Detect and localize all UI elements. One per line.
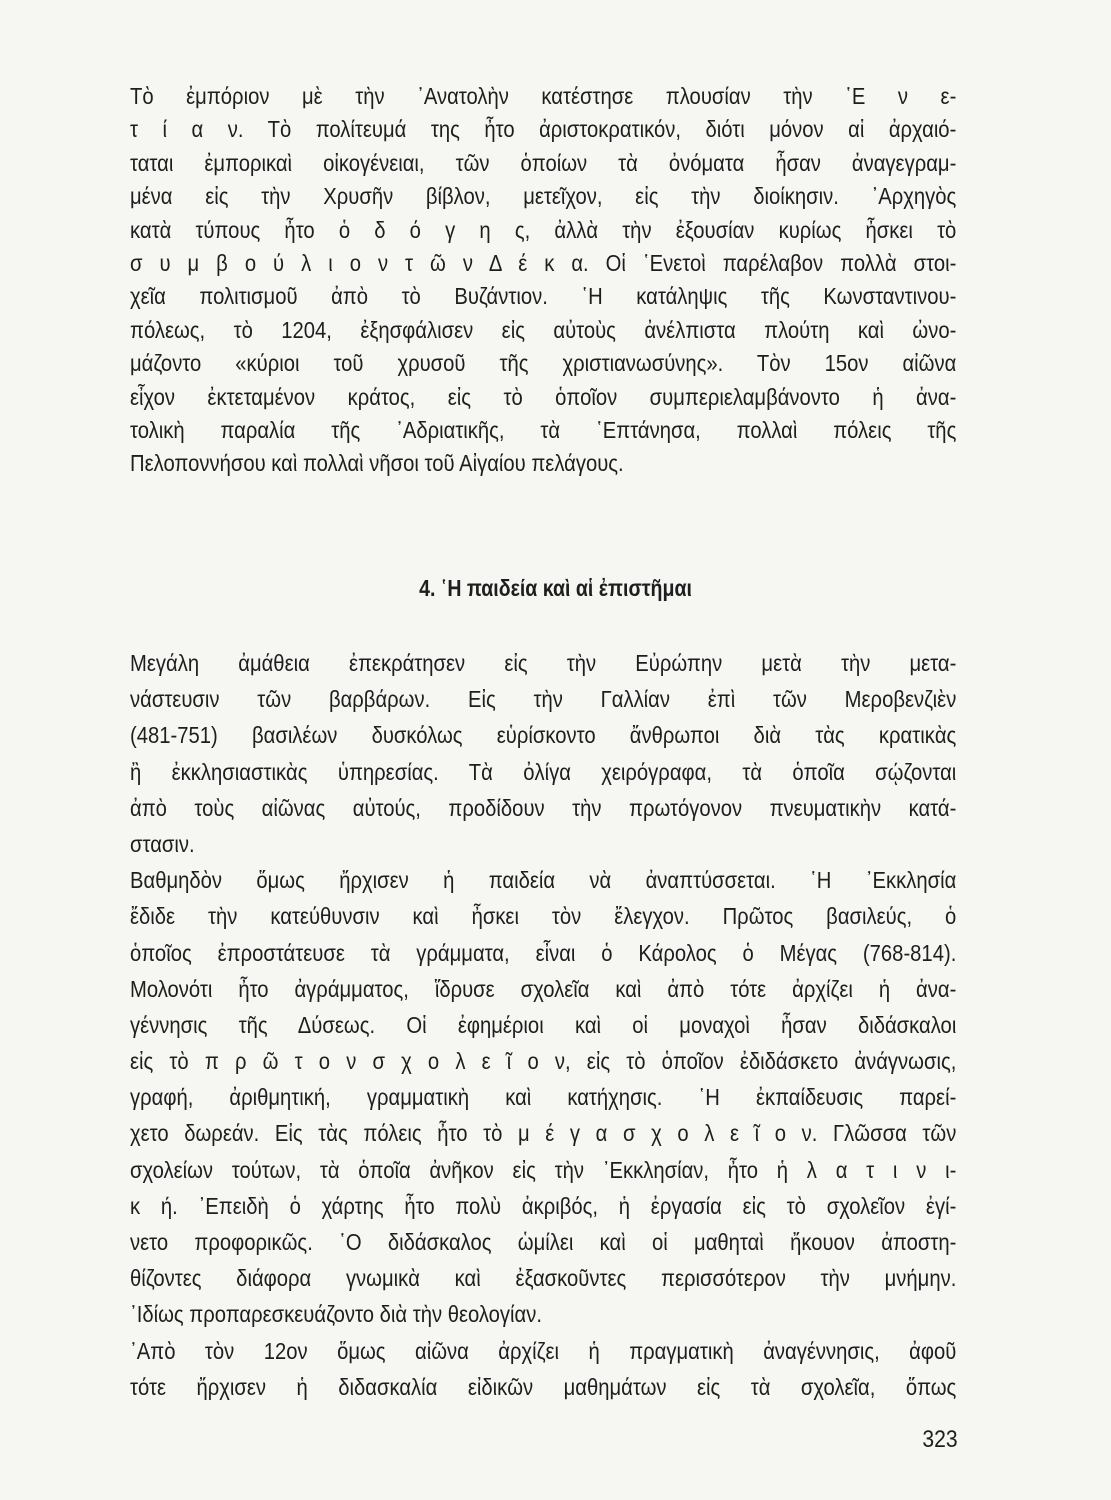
text-line — [130, 1260, 956, 1296]
text-line-content: τότε ἤρχισεν ἡ διδασκαλία εἰδικῶν μαθημάτων εἰς τὰ σχολεῖα, ὅπως — [130, 1373, 957, 1400]
paragraph — [130, 862, 956, 1332]
text-line — [130, 935, 956, 971]
text-line-content: νετο προφορικῶς. ῾Ο διδάσκαλος ὡμίλει καὶ οἱ μαθηταὶ ἤκουον ἀποστη- — [130, 1229, 957, 1255]
page-number-text: 323 — [922, 1426, 958, 1453]
text-line-content: μάζοντο «κύριοι τοῦ χρυσοῦ τῆς χριστιανωσύνης». Τὸν 15ον αἰῶνα — [130, 350, 957, 377]
text-line — [130, 1152, 956, 1188]
text-line — [130, 1188, 956, 1224]
text-line-content: Πελοποννήσου καὶ πολλαὶ νῆσοι τοῦ Αἰγαίου πελάγους. — [130, 450, 624, 477]
text-line — [130, 314, 956, 347]
text-line — [130, 790, 956, 826]
text-line — [130, 971, 956, 1007]
text-line-content: χετο δωρεάν. Εἰς τὰς πόλεις ἦτο τὸ μ έ γ α σ χ ο λ ε ῖ ο ν. Γλῶσσα τῶν — [130, 1120, 957, 1147]
text-line — [130, 1007, 956, 1043]
text-line-content: Μεγάλη ἀμάθεια ἐπεκράτησεν εἰς τὴν Εὐρώπην μετὰ τὴν μετα- — [130, 650, 957, 676]
text-line — [130, 1079, 956, 1115]
text-line-content: τ ί α ν. Τὸ πολίτευμά της ἦτο ἀριστοκρατικόν, διότι μόνον αἱ ἀρχαιό- — [130, 116, 957, 143]
text-line — [130, 826, 956, 862]
text-line-content: Βαθμηδὸν ὅμως ἤρχισεν ἡ παιδεία νὰ ἀναπτύσσεται. ῾Η ᾿Εκκλησία — [130, 867, 957, 894]
text-line — [130, 681, 956, 717]
text-line-content: ἔδιδε τὴν κατεύθυνσιν καὶ ἦσκει τὸν ἔλεγχον. Πρῶτος βασιλεύς, ὁ — [130, 903, 957, 930]
text-line-content: εἰς τὸ π ρ ῶ τ ο ν σ χ ο λ ε ῖ ο ν, εἰς τὸ ὁποῖον ἐδιδάσκετο ἀνάγνωσις, — [130, 1048, 957, 1075]
paragraph — [130, 80, 956, 481]
text-line-content: ὁποῖος ἐπροστάτευσε τὰ γράμματα, εἶναι ὁ Κάρολος ὁ Μέγας (768-814). — [130, 939, 957, 966]
text-line — [130, 754, 956, 790]
text-line-content: (481-751) βασιλέων δυσκόλως εὑρίσκοντο ἄνθρωποι διὰ τὰς κρατικὰς — [130, 722, 957, 749]
text-line — [130, 898, 956, 934]
text-line-content: σ υ μ β ο ύ λ ι ο ν τ ῶ ν Δ έ κ α. Οἱ ῾Ενετοὶ παρέλαβον πολλὰ στοι- — [130, 249, 957, 276]
text-line-content: κ ή. ᾿Επειδὴ ὁ χάρτης ἦτο πολὺ ἀκριβός, ἡ ἐργασία εἰς τὸ σχολεῖον ἐγί- — [130, 1192, 957, 1219]
text-line — [130, 347, 956, 380]
text-line — [130, 862, 956, 898]
text-line — [130, 717, 956, 753]
text-line — [130, 645, 956, 681]
section-heading — [0, 572, 1111, 604]
text-line — [130, 80, 956, 113]
text-line-content: Τὸ ἐμπόριον μὲ τὴν ᾿Ανατολὴν κατέστησε πλουσίαν τὴν ῾Ε ν ε- — [130, 83, 957, 109]
text-line-content: στασιν. — [130, 830, 195, 857]
text-line-content: μένα εἰς τὴν Χρυσῆν βίβλον, μετεῖχον, εἰς τὴν διοίκησιν. ᾿Αρχηγὸς — [130, 183, 957, 210]
text-line-content: ᾿Ιδίως προπαρεσκευάζοντο διὰ τὴν θεολογίαν. — [130, 1301, 542, 1328]
text-line-content: πόλεως, τὸ 1204, ἐξησφάλισεν εἰς αὐτοὺς ἀνέλπιστα πλούτη καὶ ὠνο- — [130, 316, 957, 343]
text-line — [130, 214, 956, 247]
text-line-content: σχολείων τούτων, τὰ ὁποῖα ἀνῆκον εἰς τὴν ᾿Εκκλησίαν, ἦτο ἡ λ α τ ι ν ι- — [130, 1156, 957, 1183]
text-line-content: γραφή, ἀριθμητική, γραμματικὴ καὶ κατήχησις. ῾Η ἐκπαίδευσις παρεί- — [130, 1084, 957, 1111]
text-line — [130, 1115, 956, 1151]
text-line — [130, 1043, 956, 1079]
text-line — [130, 381, 956, 414]
section-2-text — [130, 645, 956, 1405]
paragraph — [130, 1333, 956, 1405]
text-line — [130, 1296, 956, 1332]
text-line-content: κατὰ τύπους ἦτο ὁ δ ό γ η ς, ἀλλὰ τὴν ἐξουσίαν κυρίως ἦσκει τὸ — [130, 216, 957, 243]
text-line — [130, 1333, 956, 1369]
text-line-content: γέννησις τῆς Δύσεως. Οἱ ἐφημέριοι καὶ οἱ μοναχοὶ ἦσαν διδάσκαλοι — [130, 1011, 957, 1038]
section-1-text — [130, 80, 956, 481]
text-line — [130, 247, 956, 280]
text-line — [130, 414, 956, 447]
text-line-content: ταται ἐμπορικαὶ οἰκογένειαι, τῶν ὁποίων τὰ ὀνόματα ἦσαν ἀναγεγραμ- — [130, 149, 957, 176]
text-line-content: ᾿Απὸ τὸν 12ον ὅμως αἰῶνα ἀρχίζει ἡ πραγματικὴ ἀναγέννησις, ἀφοῦ — [130, 1337, 957, 1364]
text-line-content: θίζοντες διάφορα γνωμικὰ καὶ ἐξασκοῦντες περισσότερον τὴν μνήμην. — [130, 1265, 957, 1292]
text-line — [130, 1369, 956, 1405]
text-line — [130, 147, 956, 180]
text-line — [130, 447, 956, 480]
text-line-content: Μολονότι ἦτο ἀγράμματος, ἵδρυσε σχολεῖα καὶ ἀπὸ τότε ἀρχίζει ἡ ἀνα- — [130, 975, 957, 1002]
text-line-content: ἀπὸ τοὺς αἰῶνας αὐτούς, προδίδουν τὴν πρωτόγονον πνευματικὴν κατά- — [130, 794, 957, 821]
text-line-content: εἶχον ἐκτεταμένον κράτος, εἰς τὸ ὁποῖον συμπεριελαμβάνοντο ἡ ἀνα- — [130, 383, 957, 410]
text-line-content: χεῖα πολιτισμοῦ ἀπὸ τὸ Βυζάντιον. ῾Η κατάληψις τῆς Κωνσταντινου- — [130, 283, 957, 310]
text-line — [130, 280, 956, 313]
text-line — [130, 180, 956, 213]
page-number — [920, 1426, 960, 1454]
text-line-content: τολικὴ παραλία τῆς ᾿Αδριατικῆς, τὰ ῾Επτάνησα, πολλαὶ πόλεις τῆς — [130, 416, 957, 443]
text-line-content: ἢ ἐκκλησιαστικὰς ὑπηρεσίας. Τὰ ὀλίγα χειρόγραφα, τὰ ὁποῖα σῴζονται — [130, 758, 957, 785]
paragraph — [130, 645, 956, 862]
text-line — [130, 1224, 956, 1260]
text-line-content: νάστευσιν τῶν βαρβάρων. Εἰς τὴν Γαλλίαν ἐπὶ τῶν Μεροβενζιὲν — [130, 686, 957, 713]
section-heading-text: 4. ῾Η παιδεία καὶ αἱ ἐπιστῆμαι — [419, 575, 692, 601]
text-line — [130, 113, 956, 146]
